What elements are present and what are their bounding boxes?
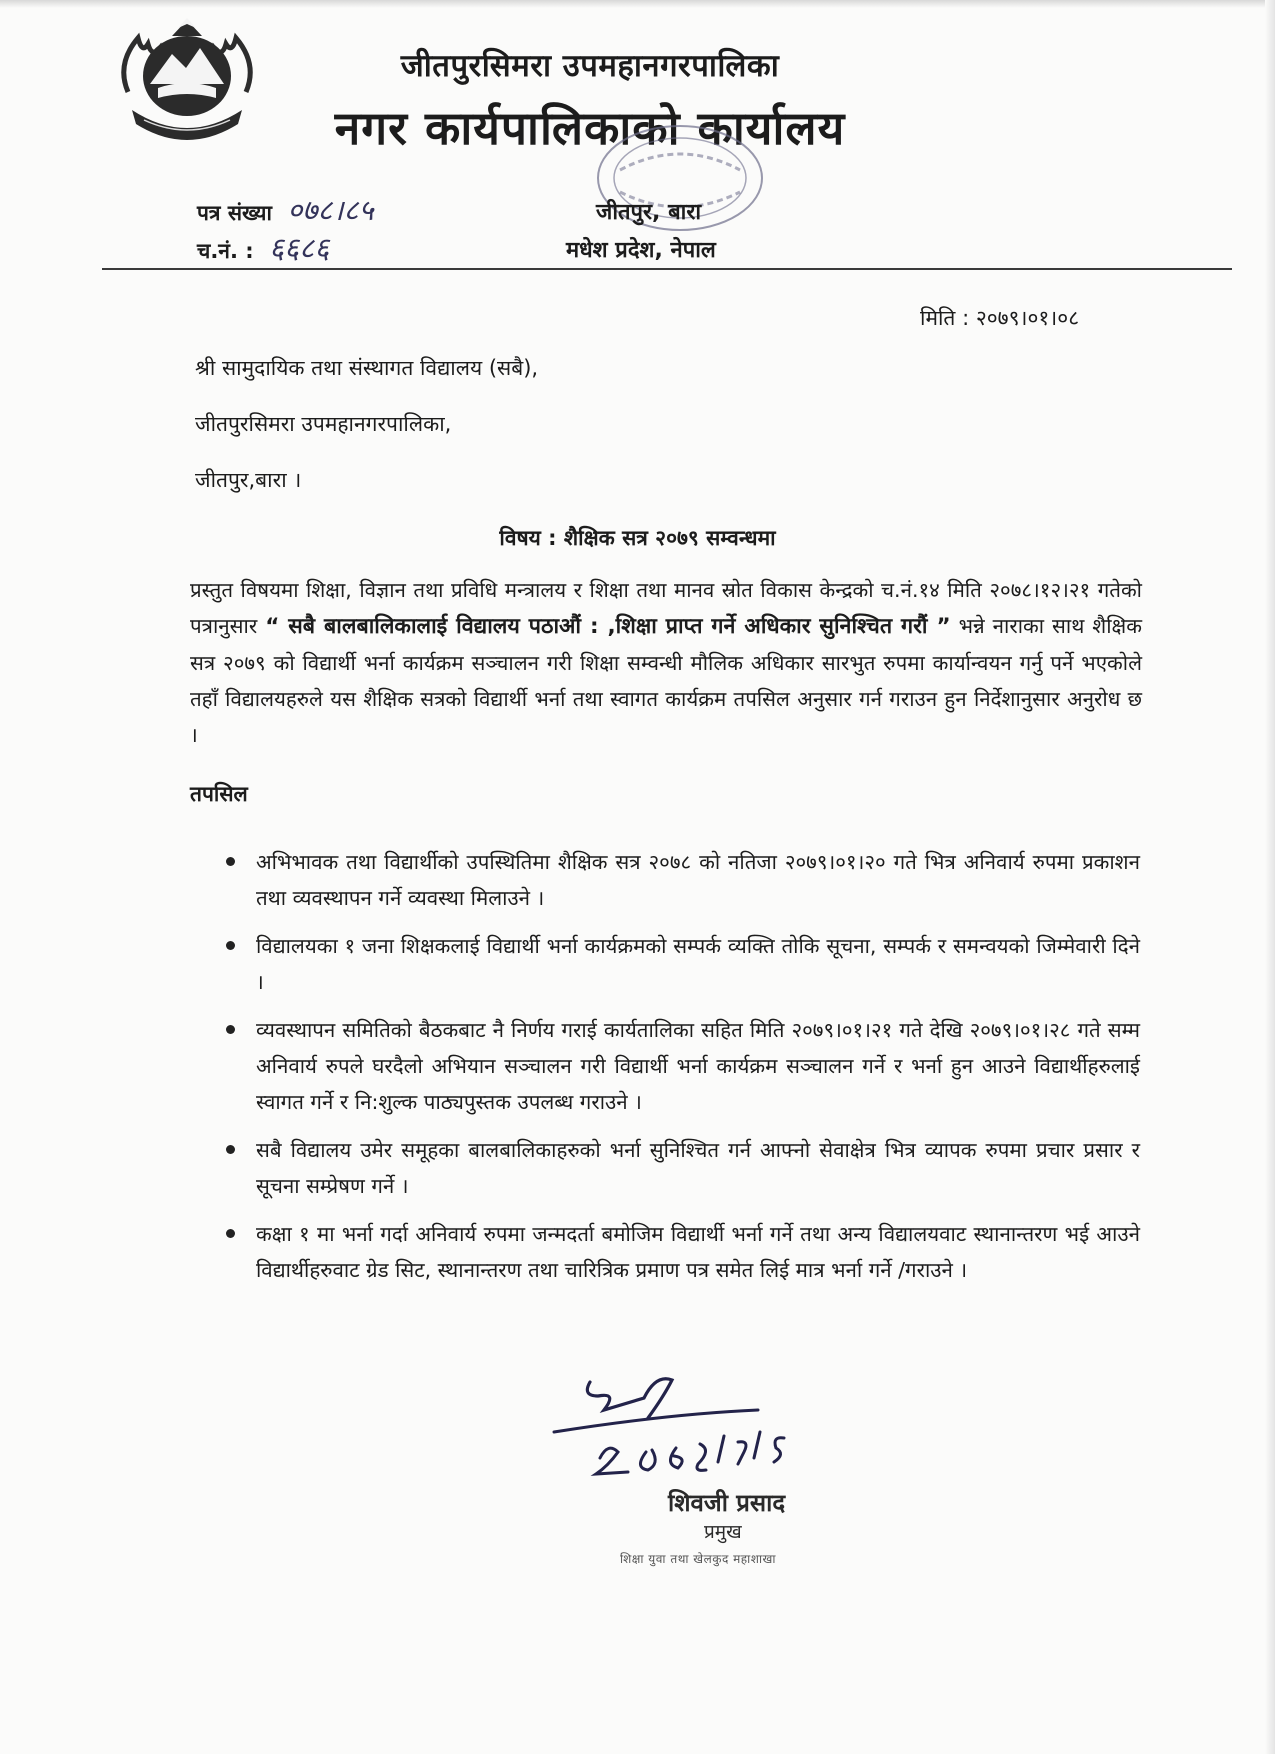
signature-stamp-text: शिक्षा युवा तथा खेलकुद महाशाखा <box>620 1552 776 1566</box>
recipient-line-3: जीतपुर,बारा । <box>195 468 302 492</box>
handwritten-signature-icon <box>548 1352 848 1502</box>
list-item: अभिभावक तथा विद्यार्थीको उपस्थितिमा शैक्षिक सत्र २०७८ को नतिजा २०७९।०१।२० गते भित्र अनिवार्य रुपमा प्रकाशन तथा व्यवस्थापन गर्ने व्यवस्था मिलाउने । <box>220 844 1140 916</box>
recipient-line-2: जीतपुरसिमरा उपमहानगरपालिका, <box>195 412 452 436</box>
list-item: विद्यालयका १ जना शिक्षकलाई विद्यार्थी भर्ना कार्यक्रमको सम्पर्क व्यक्ति तोकि सूचना, सम्पर्क र समन्वयको जिम्मेवारी दिने । <box>220 928 1140 1000</box>
list-item: कक्षा १ मा भर्ना गर्दा अनिवार्य रुपमा जन्मदर्ता बमोजिम विद्यार्थी भर्ना गर्ने तथा अन्य विद्यालयवाट स्थानान्तरण भई आउने विद्यार्थीहरुवाट ग्रेड सिट, स्थानान्तरण तथा चारित्रिक प्रमाण पत्र समेत लिई मात्र भर्ना गर्ने /गराउने । <box>220 1216 1140 1288</box>
scan-edge-right <box>1265 0 1275 1754</box>
ref-number-value: ०७८।८५ <box>287 193 374 227</box>
scan-edge-top <box>0 0 1275 8</box>
signatory-title: प्रमुख <box>704 1521 742 1543</box>
address-line-2: मधेश प्रदेश, नेपाल <box>566 238 716 263</box>
recipient-line-1: श्री सामुदायिक तथा संस्थागत विद्यालय (सबै), <box>195 356 539 380</box>
header-divider <box>102 268 1232 270</box>
dispatch-number-value: ६६८६ <box>268 231 330 265</box>
dispatch-number-label: च.नं. : <box>197 239 254 263</box>
body-part-1: प्रस्तुत विषयमा शिक्षा, विज्ञान तथा प्रविधि मन्त्रालय र शिक्षा तथा मानव स्रोत विकास केन्द्रको च.नं.१४ मिति २०७८।१२।२१ गतेको पत्रानुसार <box>190 578 1142 638</box>
office-name: नगर कार्यपालिकाको कार्यालय <box>334 101 846 155</box>
list-item: सबै विद्यालय उमेर समूहका बालबालिकाहरुको भर्ना सुनिश्चित गर्न आफ्नो सेवाक्षेत्र भित्र व्यापक रुपमा प्रचार प्रसार र सूचना सम्प्रेषण गर्ने । <box>220 1132 1140 1204</box>
letter-date: मिति : २०७९।०१।०८ <box>920 306 1080 330</box>
municipality-name: जीतपुरसिमरा उपमहानगरपालिका <box>400 48 780 84</box>
tapasil-heading: तपसिल <box>190 782 248 806</box>
signatory-name: शिवजी प्रसाद <box>668 1489 786 1517</box>
ref-number-row <box>197 190 374 229</box>
address-line-1: जीतपुर, बारा <box>596 200 702 225</box>
list-item: व्यवस्थापन समितिको बैठकबाट नै निर्णय गराई कार्यतालिका सहित मिति २०७९।०१।२१ गते देखि २०७९।०१।२८ गते सम्म अनिवार्य रुपले घरदैलो अभियान सञ्चालन गरी विद्यार्थी भर्ना कार्यक्रम सञ्चालन गर्ने र भर्ना हुन आउने विद्यार्थीहरुलाई स्वागत गर्ने र नि:शुल्क पाठ्यपुस्तक उपलब्ध गराउने । <box>220 1012 1140 1120</box>
ref-number-label: पत्र संख्या <box>197 201 272 225</box>
body-slogan: “ सबै बालबालिकालाई विद्यालय पठाऔं : ,शिक्षा प्राप्त गर्ने अधिकार सुनिश्चित गरौं ” <box>265 614 951 639</box>
dispatch-number-row <box>197 228 329 267</box>
nepal-government-emblem-icon <box>108 14 266 146</box>
letter-subject: विषय : शैक्षिक सत्र २०७९ सम्वन्धमा <box>499 526 776 550</box>
body-part-2: भन्ने नाराका साथ शैक्षिक सत्र २०७९ को विद्यार्थी भर्ना कार्यक्रम सञ्चालन गरी शिक्षा सम्वन्धी मौलिक अधिकार सारभुत रुपमा कार्यान्वयन गर्नु पर्ने भएकोले तहाँ विद्यालयहरुले यस शैक्षिक सत्रको विद्यार्थी भर्ना तथा स्वागत कार्यक्रम तपसिल अनुसार गर्न गराउन हुन निर्देशानुसार अनुरोध छ । <box>190 614 1142 747</box>
instruction-list <box>220 844 1140 1300</box>
body-paragraph <box>190 572 1142 753</box>
